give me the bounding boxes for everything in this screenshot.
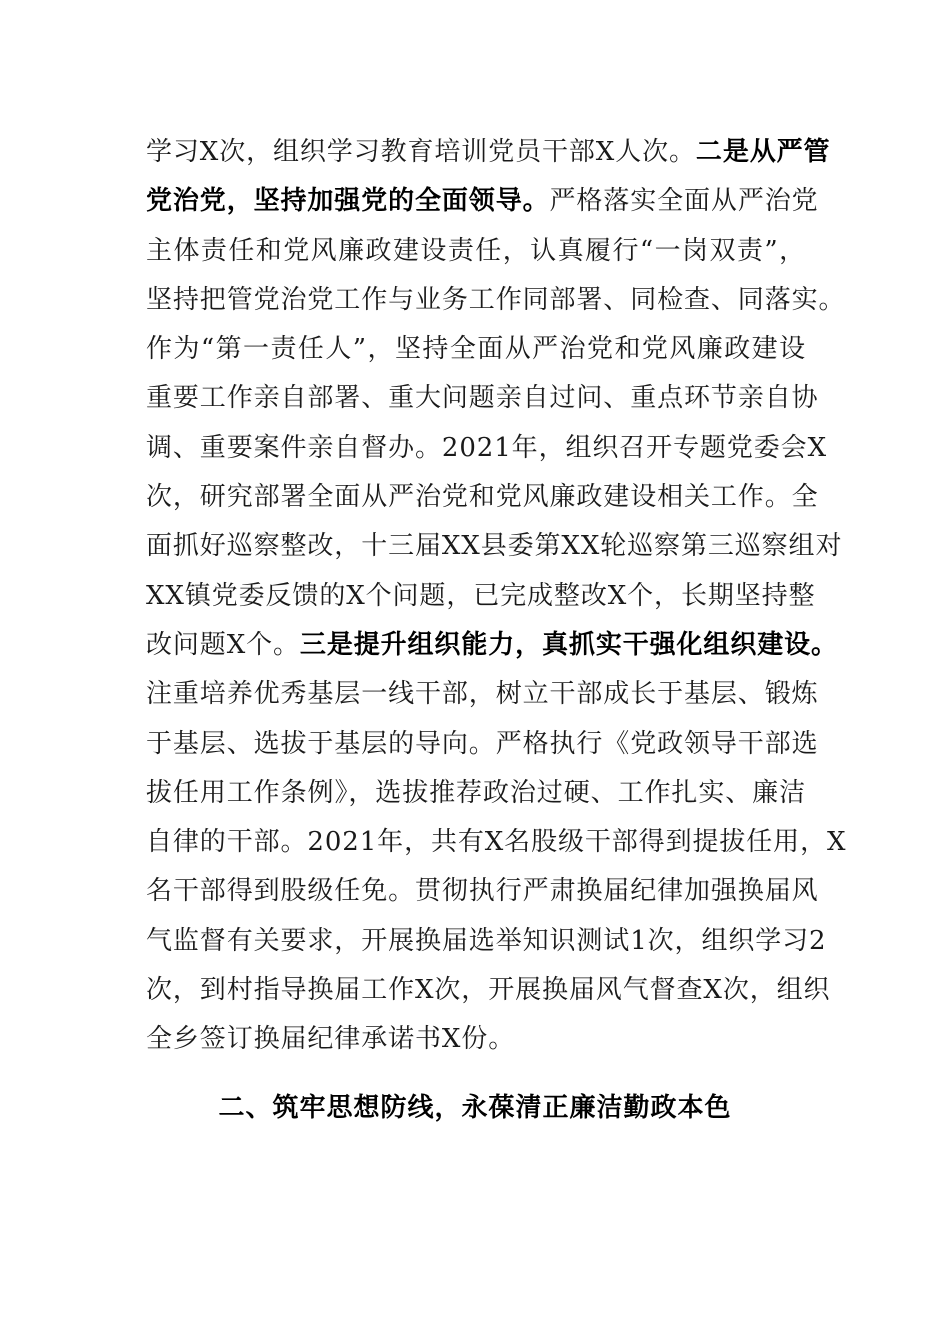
bold-phrase: 党治党，坚持加强党的全面领导。 — [146, 186, 550, 217]
bold-phrase: 二是从严管 — [695, 137, 831, 167]
text-line: XX镇党委反馈的X个问题，已完成整改X个，长期坚持整 — [146, 580, 816, 611]
text-line: 改问题X个。三是提升组织能力，真抓实干强化组织建设。 — [146, 629, 838, 660]
text-line: 党治党，坚持加强党的全面领导。严格落实全面从严治党 — [146, 186, 819, 217]
text-line: 注重培养优秀基层一线干部，树立干部成长于基层、锻炼 — [146, 679, 819, 710]
text-line: 主体责任和党风廉政建设责任，认真履行“一岗双责”， — [146, 235, 806, 266]
text-line: 自律的干部。2021年，共有X名股级干部得到提拔任用，X — [146, 827, 847, 858]
text-line: 调、重要案件亲自督办。2021年，组织召开专题党委会X — [146, 432, 827, 463]
text-line: 次，到村指导换届工作X次，开展换届风气督查X次，组织 — [146, 975, 831, 1006]
text-line: 于基层、选拔于基层的导向。严格执行《党政领导干部选 — [146, 728, 819, 759]
text-line: 全乡签订换届纪律承诺书X份。 — [146, 1024, 516, 1055]
text-line: 气监督有关要求，开展换届选举知识测试1次，组织学习2 — [146, 925, 827, 956]
bold-phrase: 三是提升组织能力，真抓实干强化组织建设。 — [299, 629, 838, 660]
body-paragraph — [146, 128, 847, 1065]
text-line: 名干部得到股级任免。贯彻执行严肃换届纪律加强换届风 — [146, 876, 819, 907]
text-line: 重要工作亲自部署、重大问题亲自过问、重点环节亲自协 — [146, 383, 819, 414]
text-line: 次，研究部署全面从严治党和党风廉政建设相关工作。全 — [146, 482, 819, 513]
text-line: 面抓好巡察整改，十三届XX县委第XX轮巡察第三巡察组对 — [146, 531, 843, 562]
section-heading: 二、筑牢思想防线，永葆清正廉洁勤政本色 — [218, 1093, 732, 1123]
text-line: 作为“第一责任人”，坚持全面从严治党和党风廉政建设 — [146, 334, 806, 365]
text-line: 拔任用工作条例》，选拔推荐政治过硬、工作扎实、廉洁 — [146, 777, 806, 808]
text-line: 学习X次，组织学习教育培训党员干部X人次。二是从严管 — [146, 137, 831, 167]
text-line: 坚持把管党治党工作与业务工作同部署、同检查、同落实。 — [146, 284, 846, 315]
